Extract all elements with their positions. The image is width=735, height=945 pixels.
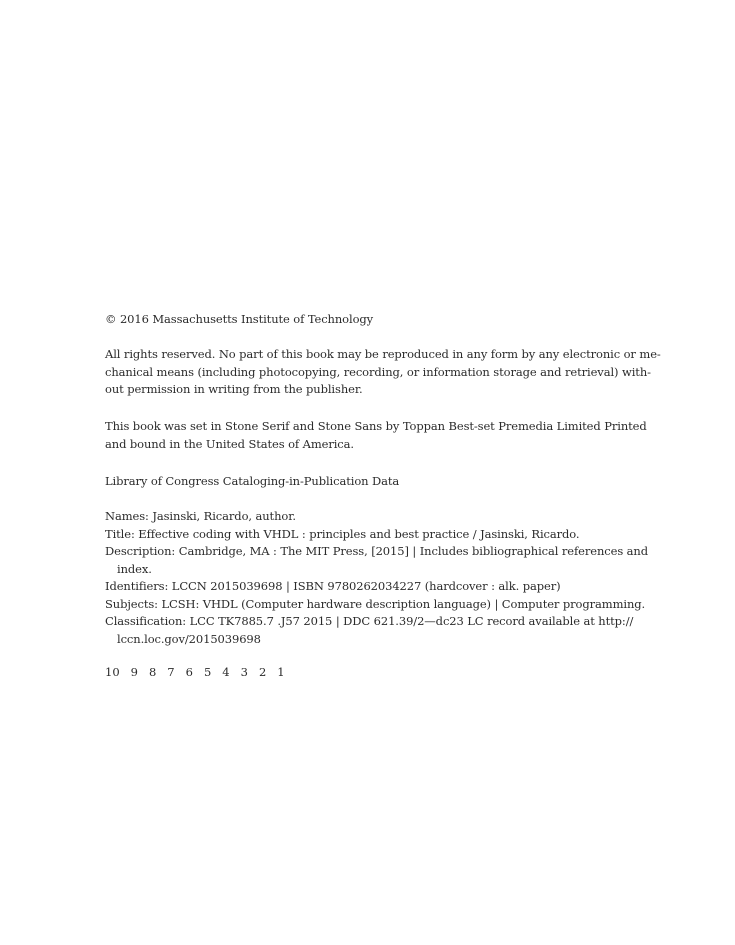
printing-number: 8 <box>148 665 157 679</box>
copyright-line: © 2016 Massachusetts Institute of Technology <box>105 312 374 326</box>
printing-number: 1 <box>277 665 285 679</box>
cip-classification-cont: lccn.loc.gov/2015039698 <box>117 631 261 646</box>
rights-line-2: chanical means (including photocopying, recording, or information storage and retrieval) with- <box>105 364 651 379</box>
printing-number: 6 <box>185 665 193 679</box>
rights-statement <box>105 346 661 399</box>
printing-number: 10 <box>105 665 120 679</box>
rights-line-1: All rights reserved. No part of this book may be reproduced in any form by any electronic or me- <box>105 347 661 361</box>
typesetting-note <box>105 418 645 453</box>
typeset-line-1: This book was set in Stone Serif and Stone Sans by Toppan Best-set Premedia Limited Printed <box>105 419 647 433</box>
printing-number-line <box>105 664 296 682</box>
cip-description: Description: Cambridge, MA : The MIT Press, [2015] | Includes bibliographical references and <box>105 544 649 558</box>
cip-title: Title: Effective coding with VHDL : principles and best practice / Jasinski, Ricardo. <box>105 526 580 541</box>
printing-number: 4 <box>222 665 230 679</box>
cip-identifiers: Identifiers: LCCN 2015039698 | ISBN 9780262034227 (hardcover : alk. paper) <box>105 579 561 593</box>
cip-heading-text: Library of Congress Cataloging-in-Publication Data <box>105 474 400 488</box>
printing-number: 5 <box>203 665 212 679</box>
cip-description-cont: index. <box>117 561 152 576</box>
cip-heading <box>105 473 645 491</box>
printing-number: 7 <box>167 665 175 679</box>
cip-subjects: Subjects: LCSH: VHDL (Computer hardware description language) | Computer programming. <box>105 596 646 611</box>
copyright-notice <box>105 311 645 329</box>
typeset-line-2: and bound in the United States of America. <box>105 436 354 451</box>
cip-data <box>105 508 649 648</box>
cip-names: Names: Jasinski, Ricardo, author. <box>105 509 296 523</box>
printing-number: 3 <box>240 665 248 679</box>
printing-number: 2 <box>258 665 267 679</box>
rights-line-3: out permission in writing from the publisher. <box>105 382 363 396</box>
cip-classification: Classification: LCC TK7885.7 .J57 2015 | DDC 621.39/2—dc23 LC record available at http:// <box>105 614 634 628</box>
printing-number: 9 <box>130 665 138 679</box>
